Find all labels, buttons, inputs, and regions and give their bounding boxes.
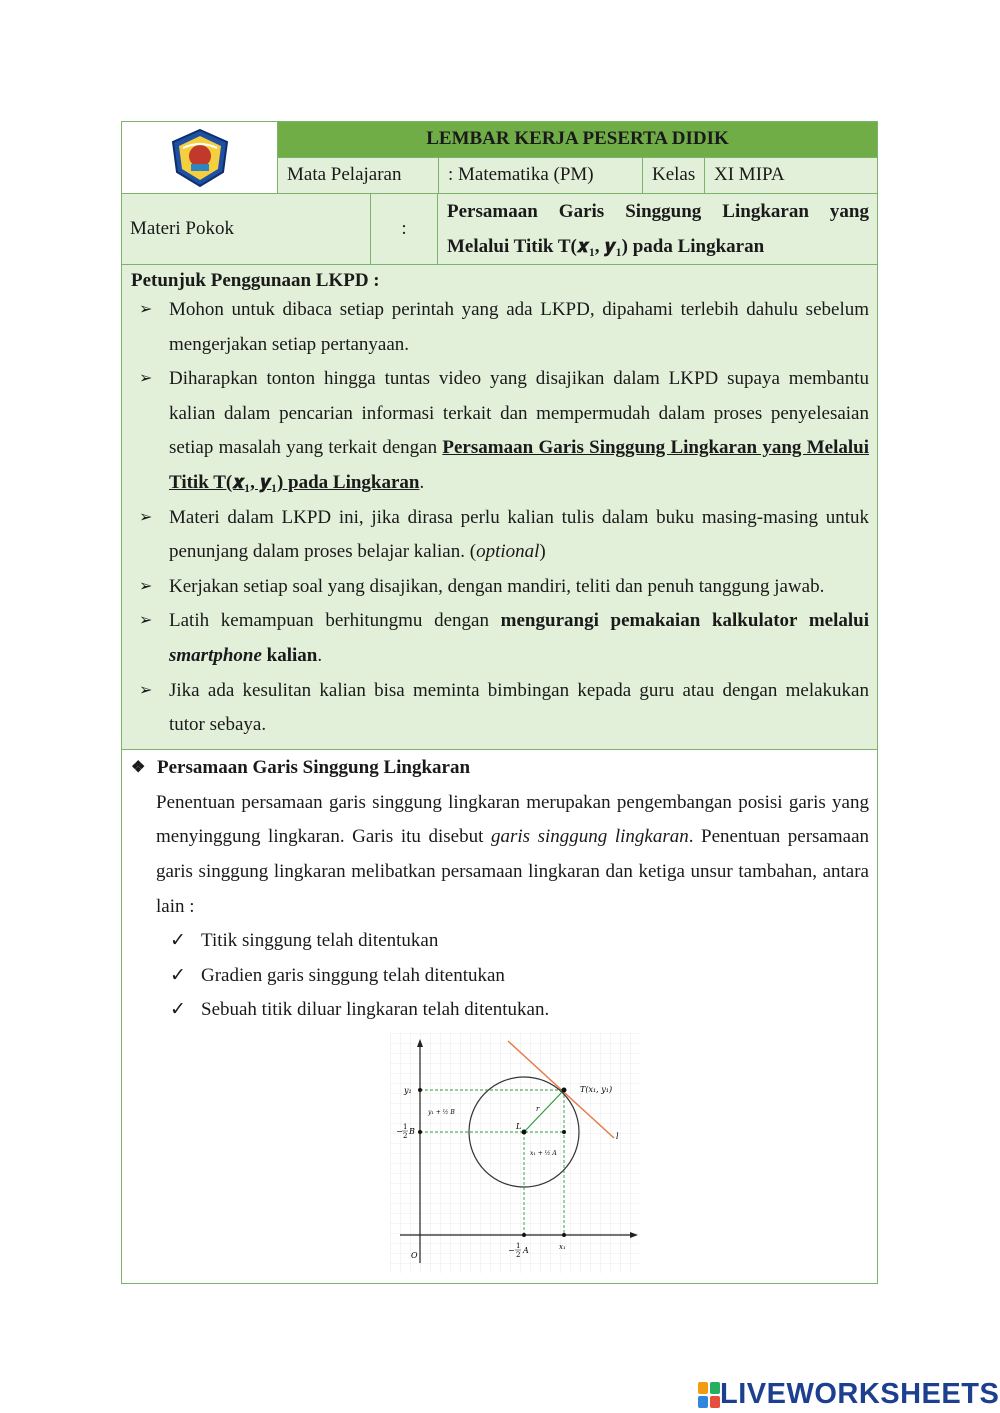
svg-text:−: − bbox=[508, 1245, 515, 1255]
svg-text:−: − bbox=[396, 1126, 403, 1136]
liveworksheets-logo-icon bbox=[698, 1382, 720, 1408]
subject-row bbox=[278, 158, 877, 194]
check-item: ✓ Sebuah titik diluar lingkaran telah ditentukan. bbox=[130, 993, 869, 1028]
materi-value bbox=[438, 194, 877, 264]
instruction-item: ➢ Diharapkan tonton hingga tuntas video yang disajikan dalam LKPD supaya membantu kalian dalam pencarian informasi terkait dan mempermudah dalam proses penyelesaian setiap masalah yang terkait dengan Persamaan Garis Singgung Lingkaran yang Melalui Titik T(𝒙₁, 𝒚₁) pada Lingkaran. bbox=[131, 362, 869, 500]
tangent-point bbox=[562, 1087, 567, 1092]
instruction-item: ➢ Materi dalam LKPD ini, jika dirasa perlu kalian tulis dalam buku masing-masing untuk penunjang dalam proses belajar kalian. (optional) bbox=[131, 501, 869, 570]
label-A: A bbox=[523, 1245, 529, 1255]
instructions-section bbox=[122, 264, 877, 749]
materi-label: Materi Pokok bbox=[122, 194, 371, 264]
materi-colon: : bbox=[371, 194, 438, 264]
instruction-item: ➢ Jika ada kesulitan kalian bisa meminta bimbingan kepada guru atau dengan melakukan tutor sebaya. bbox=[131, 674, 869, 743]
label-radius: r bbox=[536, 1104, 540, 1113]
instruction-item: ➢ Kerjakan setiap soal yang disajikan, dengan mandiri, teliti dan penuh tanggung jawab. bbox=[131, 570, 869, 605]
grid-background bbox=[390, 1033, 640, 1273]
materi-row bbox=[122, 193, 877, 264]
label-x1: x₁ bbox=[559, 1242, 566, 1251]
label-center: L bbox=[516, 1121, 522, 1131]
arrow-bullet-icon: ➢ bbox=[139, 301, 153, 318]
svg-text:1: 1 bbox=[516, 1241, 521, 1250]
instructions-heading: Petunjuk Penggunaan LKPD : bbox=[131, 270, 380, 291]
instruction-item: ➢ Mohon untuk dibaca setiap perintah yang ada LKPD, dipahami terlebih dahulu sebelum mengerjakan setiap pertanyaan. bbox=[131, 293, 869, 362]
materi-line-1: Persamaan Garis Singgung Lingkaran yang bbox=[447, 201, 869, 222]
label-x-expr: x₁ + ½ A bbox=[530, 1149, 557, 1157]
section-title: ❖ Persamaan Garis Singgung Lingkaran bbox=[130, 750, 869, 786]
center-point bbox=[522, 1129, 527, 1134]
checkmark-icon: ✓ bbox=[170, 964, 186, 986]
school-emblem-icon bbox=[169, 128, 231, 188]
section-paragraph: Penentuan persamaan garis singgung lingkaran merupakan pengembangan posisi garis yang menyinggung lingkaran. Garis itu disebut garis singgung lingkaran. Penentuan persamaan garis singgung lingkaran melibatkan persamaan lingkaran dan ketiga unsur tambahan, antara lain : bbox=[156, 791, 870, 917]
worksheet-table bbox=[121, 121, 878, 1284]
arrow-bullet-icon: ➢ bbox=[139, 577, 153, 595]
arrow-bullet-icon: ➢ bbox=[139, 370, 153, 388]
label-B: B bbox=[409, 1126, 415, 1136]
instruction-item: ➢ Latih kemampuan berhitungmu dengan mengurangi pemakaian kalkulator melalui smartphone kalian. bbox=[131, 604, 869, 673]
arrow-bullet-icon: ➢ bbox=[139, 612, 153, 630]
arrow-bullet-icon: ➢ bbox=[139, 681, 153, 699]
label-origin: O bbox=[411, 1250, 418, 1260]
check-item: ✓ Gradien garis singgung telah ditentukan bbox=[130, 959, 869, 994]
content-section bbox=[122, 749, 877, 1283]
brand-text: LIVEWORKSHEETS bbox=[720, 1378, 1000, 1410]
label-y-expr: y₁ + ½ B bbox=[428, 1108, 455, 1116]
tangent-circle-diagram bbox=[390, 1033, 640, 1273]
liveworksheets-brand bbox=[698, 1378, 999, 1411]
label-y1: y₁ bbox=[404, 1085, 412, 1095]
school-logo bbox=[122, 122, 278, 193]
checkmark-icon: ✓ bbox=[170, 930, 186, 952]
label-line-l: l bbox=[616, 1131, 619, 1141]
class-label: Kelas bbox=[643, 158, 705, 194]
svg-text:2: 2 bbox=[516, 1250, 521, 1259]
materi-line-2: Melalui Titik T(𝒙₁, 𝒚₁) pada Lingkaran bbox=[447, 236, 765, 257]
class-value: XI MIPA bbox=[714, 164, 785, 186]
svg-text:1: 1 bbox=[403, 1122, 408, 1131]
header-row bbox=[122, 122, 877, 193]
check-item: ✓ Titik singgung telah ditentukan bbox=[130, 924, 869, 959]
diamond-bullet-icon: ❖ bbox=[131, 758, 146, 776]
checkmark-icon: ✓ bbox=[170, 999, 186, 1021]
svg-text:2: 2 bbox=[403, 1131, 408, 1140]
label-tangent-point: T(x₁, y₁) bbox=[580, 1084, 613, 1094]
topic-link: Persamaan Garis Singgung Lingkaran yang Melalui Titik T(𝒙₁, 𝒚₁) pada Lingkaran bbox=[169, 437, 869, 493]
arrow-bullet-icon: ➢ bbox=[139, 508, 153, 526]
worksheet-title: LEMBAR KERJA PESERTA DIDIK bbox=[278, 122, 877, 158]
subject-value: : Matematika (PM) bbox=[439, 158, 643, 194]
subject-label: Mata Pelajaran bbox=[278, 158, 439, 194]
